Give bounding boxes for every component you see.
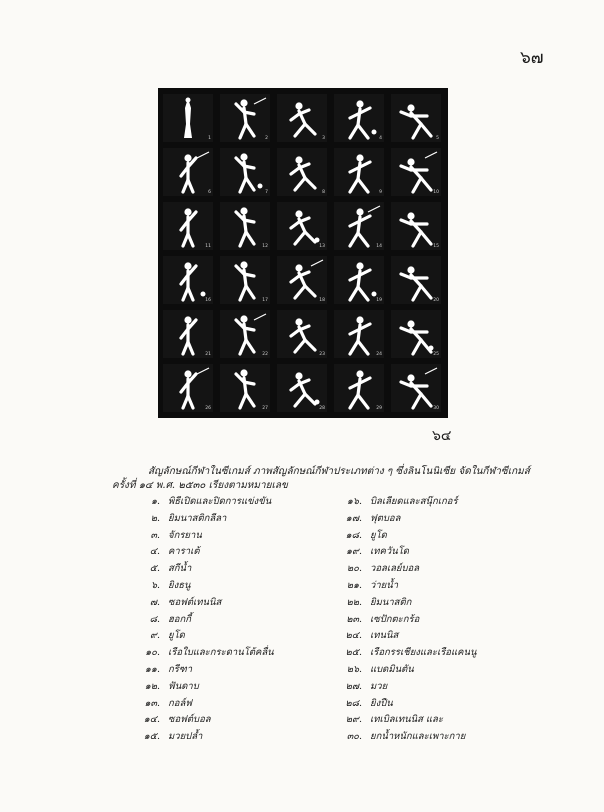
legend-item-name: ว่ายน้ำ xyxy=(370,579,399,591)
sprinting-icon xyxy=(163,202,213,250)
torch-tower-icon xyxy=(163,94,213,142)
running-badminton-icon xyxy=(163,364,213,412)
pictogram-number: 8 xyxy=(322,190,325,195)
legend-item-number: ๒๔. xyxy=(345,630,362,642)
legend-item-number: ๖. xyxy=(150,579,160,591)
legend-item-number: ๑๔. xyxy=(143,714,160,726)
pictogram-number: 23 xyxy=(319,352,325,357)
caption-line-2: ครั้งที่ ๑๔ พ.ศ. ๒๕๓๐ เรียงตามหมายเลข xyxy=(112,480,288,491)
pictogram-number: 4 xyxy=(379,136,382,141)
legend-item-number: ๒๑. xyxy=(346,579,362,591)
legend-item-number: ๓๐. xyxy=(346,731,362,743)
legend-item-number: ๑๒. xyxy=(144,680,160,692)
legend-item-name: ฟุตบอล xyxy=(370,512,401,524)
legend-item-name: ยูโด xyxy=(370,529,387,541)
archery-icon xyxy=(163,148,213,196)
legend-item-name: ซอฟต์เทนนิส xyxy=(168,596,222,608)
pictogram-number: 1 xyxy=(208,136,211,141)
legend-item-name: ฮอกกี้ xyxy=(168,613,192,625)
legend-item-name: แบดมินตัน xyxy=(370,663,414,675)
tennis-icon xyxy=(220,148,270,196)
page-number: ๖๗ xyxy=(520,48,544,68)
pictogram-number: 16 xyxy=(205,298,211,303)
badminton-icon xyxy=(334,310,384,358)
legend-item-number: ๗. xyxy=(149,596,160,608)
legend-item-number: ๔. xyxy=(149,546,160,558)
legend-item-name: เทนนิส xyxy=(370,630,399,642)
pictogram-number: 7 xyxy=(265,190,268,195)
sepak-takraw-icon xyxy=(334,202,384,250)
pictogram-number: 14 xyxy=(376,244,382,249)
pictogram-number: 15 xyxy=(433,244,439,249)
shooting-icon xyxy=(391,94,441,142)
weightlifting-icon xyxy=(391,364,441,412)
judo-icon xyxy=(334,148,384,196)
bowling-icon xyxy=(220,256,270,304)
boxing-icon xyxy=(220,364,270,412)
legend-item-name: มวยปล้ำ xyxy=(168,731,203,743)
legend-item-name: มวย xyxy=(370,680,388,692)
taekwondo-icon xyxy=(277,256,327,304)
volleyball-icon xyxy=(391,256,441,304)
legend-item-number: ๒๖. xyxy=(346,663,362,675)
pictogram-number: 27 xyxy=(262,406,268,411)
legend-item-number: ๑๓. xyxy=(144,697,160,709)
high-kick-icon xyxy=(277,310,327,358)
legend-item-number: ๒. xyxy=(150,512,160,524)
fencing-lunge-icon xyxy=(220,202,270,250)
legend-item-name: ยิงธนู xyxy=(168,579,191,591)
pictogram-number: 13 xyxy=(319,244,325,249)
pictogram-number: 30 xyxy=(433,406,439,411)
legend-item-name: วอลเลย์บอล xyxy=(370,563,420,575)
pictogram-number: 3 xyxy=(322,136,325,141)
pictogram-number: 11 xyxy=(205,244,211,249)
legend-item-number: ๕. xyxy=(149,563,160,575)
legend-item-number: ๑๖. xyxy=(346,496,362,507)
legend-item-name: กรีฑา xyxy=(168,663,193,675)
hockey-icon xyxy=(277,148,327,196)
sailing-icon xyxy=(391,148,441,196)
legend-item-name: บิลเลียดและสนุ๊กเกอร์ xyxy=(370,496,458,507)
plate-number: ๖๔ xyxy=(432,428,452,444)
legend-item-number: ๙. xyxy=(150,630,160,642)
fencing-icon xyxy=(334,94,384,142)
legend-item-name: สกีน้ำ xyxy=(168,563,192,575)
pictogram-number: 21 xyxy=(205,352,211,357)
legend-item-number: ๒๐. xyxy=(346,563,362,575)
legend-item-name: จักรยาน xyxy=(168,529,202,541)
pictogram-number: 19 xyxy=(376,298,382,303)
swimming-icon xyxy=(163,310,213,358)
gymnast-ribbon-icon xyxy=(220,94,270,142)
cycling-icon xyxy=(277,94,327,142)
legend-item-name: เทเบิลเทนนิส และ xyxy=(370,714,443,726)
legend-item-number: ๒๒. xyxy=(346,596,362,608)
legend-item-number: ๘. xyxy=(149,613,160,625)
billiards-icon xyxy=(163,256,213,304)
legend-item-number: ๑๘. xyxy=(345,529,362,541)
pictogram-number: 22 xyxy=(262,352,268,357)
legend-item-number: ๒๕. xyxy=(345,647,362,659)
pictogram-number: 25 xyxy=(433,352,439,357)
legend-item-number: ๒๙. xyxy=(345,714,362,726)
pictogram-number: 20 xyxy=(433,298,439,303)
legend-item-number: ๑๐. xyxy=(145,647,160,659)
legend-item-number: ๑๑. xyxy=(144,663,160,675)
kick-icon xyxy=(334,256,384,304)
table-tennis-icon xyxy=(334,364,384,412)
legend-item-name: เรือกรรเชียงและเรือแคนนู xyxy=(370,647,477,659)
pictogram-number: 29 xyxy=(376,406,382,411)
legend-item-name: ยิงปืน xyxy=(370,697,393,709)
legend-item-number: ๒๘. xyxy=(345,697,362,709)
rifle-icon xyxy=(277,364,327,412)
legend-item-name: เซปักตะกร้อ xyxy=(370,613,420,625)
legend-item-name: ยิมนาสติกลีลา xyxy=(168,512,227,524)
pictogram-number: 9 xyxy=(379,190,382,195)
legend-item-number: ๑๕. xyxy=(143,731,160,743)
pictogram-number: 6 xyxy=(208,190,211,195)
legend-item-number: ๓. xyxy=(150,529,160,541)
legend-item-name: ยกน้ำหนักและเพาะกาย xyxy=(370,731,466,743)
pictogram-number: 26 xyxy=(205,406,211,411)
pictogram-number: 5 xyxy=(436,136,439,141)
rowing-icon xyxy=(391,310,441,358)
legend-item-number: ๑๗. xyxy=(345,512,362,524)
golf-icon xyxy=(277,202,327,250)
legend-item-number: ๒๗. xyxy=(345,680,362,692)
legend-item-number: ๒๓. xyxy=(346,613,362,625)
wrestling-icon xyxy=(391,202,441,250)
legend-item-number: ๑. xyxy=(150,496,160,507)
pictogram-grid xyxy=(158,88,448,418)
caption-line-1: สัญลักษณ์กีฬาในซีเกมส์ ภาพสัญลักษณ์กีฬาประเภทต่าง ๆ ซึ่งลินโนนิเซีย จัดในกีฬาซีเกมส์ xyxy=(148,466,530,477)
legend-item-name: ยูโด xyxy=(168,630,185,642)
legend-item-name: ฟันดาบ xyxy=(168,680,199,692)
legend-item-name: เทควันโด xyxy=(370,546,409,558)
pictogram-number: 10 xyxy=(433,190,439,195)
gymnastics-icon xyxy=(220,310,270,358)
pictogram-number: 28 xyxy=(319,406,325,411)
pictogram-number: 17 xyxy=(262,298,268,303)
legend-item-name: คาราเต้ xyxy=(168,546,200,558)
pictogram-number: 2 xyxy=(265,136,268,141)
pictogram-number: 12 xyxy=(262,244,268,249)
legend-item-name: เรือใบและกระดานโต้คลื่น xyxy=(168,647,274,659)
legend-item-name: กอล์ฟ xyxy=(168,697,193,709)
pictogram-number: 18 xyxy=(319,298,325,303)
legend-item-name: พิธีเปิดและปิดการแข่งขัน xyxy=(168,496,272,507)
legend-item-name: ซอฟต์บอล xyxy=(168,714,211,726)
legend-item-number: ๑๙. xyxy=(345,546,362,558)
pictogram-number: 24 xyxy=(376,352,382,357)
legend-item-name: ยิมนาสติก xyxy=(370,596,412,608)
